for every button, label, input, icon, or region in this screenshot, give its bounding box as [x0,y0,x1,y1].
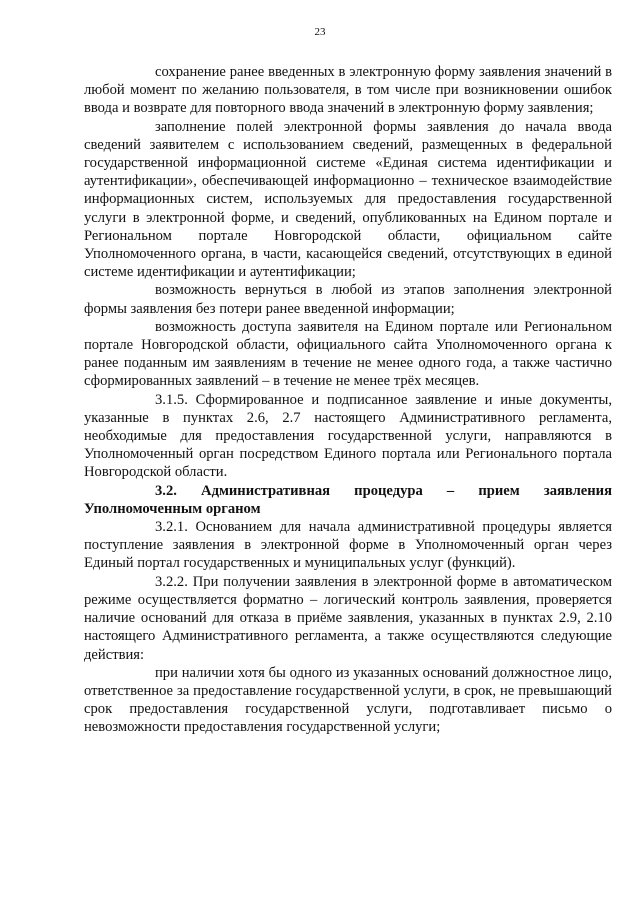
page-number: 23 [314,26,326,38]
paragraph-2: заполнение полей электронной формы заявления до начала ввода сведений заявителем с использованием сведений, размещенных в федеральной государственной информационной системе «Единая система идентификации и аутентификации», обеспечивающей информационно – техническое взаимодействие информационных систем, используемых для предоставления государственной услуги в электронной форме, и сведений, опубликованных на Едином портале и Региональном портале Новгородской области, официальном сайте Уполномоченного органа, в части, касающейся сведений, отсутствующих в единой системе идентификации и аутентификации; [84,118,612,281]
paragraph-1: сохранение ранее введенных в электронную форму заявления значений в любой момент по желанию пользователя, в том числе при возникновении ошибок ввода и возврате для повторного ввода значений в электронную форму заявления; [84,64,612,117]
paragraph-8: при наличии хотя бы одного из указанных оснований должностное лицо, ответственное за предоставление государственной услуги, в срок, не превышающий срок предоставления государственной услуги, подготавливает письмо о невозможности предоставления государственной услуги; [84,664,612,736]
section-heading: 3.2. Административная процедура – прием заявления Уполномоченным органом [84,482,612,517]
paragraph-6: 3.2.1. Основанием для начала административной процедуры является поступление заявления в электронной форме в Уполномоченный орган через Единый портал государственных и муниципальных услуг (функций). [84,519,612,572]
paragraph-3: возможность вернуться в любой из этапов заполнения электронной формы заявления без потери ранее введенной информации; [84,282,612,317]
paragraph-5: 3.1.5. Сформированное и подписанное заявление и иные документы, указанные в пунктах 2.6, 2.7 настоящего Административного регламента, необходимые для предоставления государственной услуги, направляются в Уполномоченный орган посредством Единого портала или Регионального портала Новгородской области. [84,391,612,481]
paragraph-4: возможность доступа заявителя на Едином портале или Региональном портале Новгородской области, официального сайта Уполномоченного органа к ранее поданным им заявлениям в течение не менее одного года, а также частично сформированных заявлений – в течение не менее трёх месяцев. [84,318,612,390]
paragraph-7: 3.2.2. При получении заявления в электронной форме в автоматическом режиме осуществляется форматно – логический контроль заявления, проверяется наличие оснований для отказа в приёме заявления, указанных в пунктах 2.9, 2.10 настоящего Административного регламента, а также осуществляются следующие действия: [84,573,612,663]
document-body [84,63,612,737]
